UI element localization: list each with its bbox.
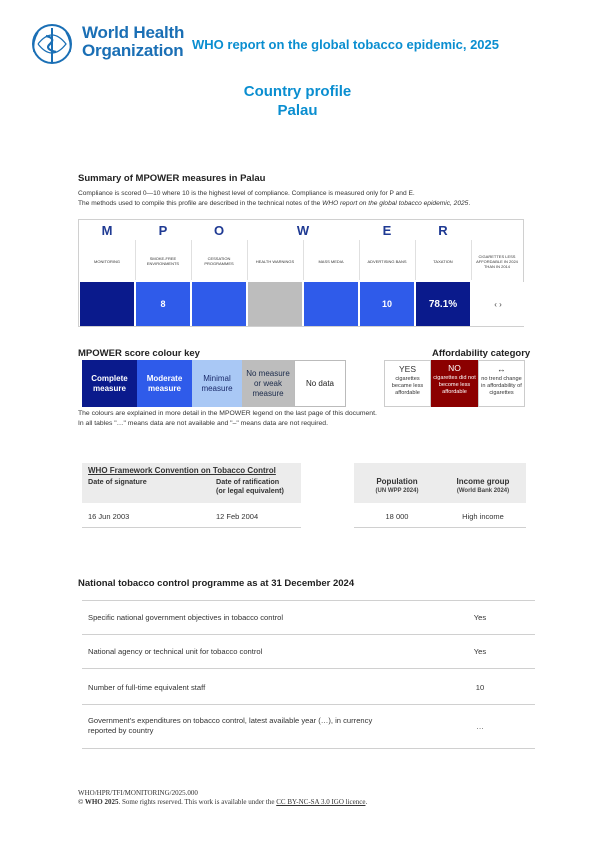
footer [78, 789, 367, 807]
income-value: High income [462, 512, 504, 521]
ntcp-row-label: National agency or technical unit for tobacco control [88, 647, 263, 656]
score-cessation [192, 282, 246, 326]
ntcp-row-value: 10 [475, 683, 485, 692]
who-emblem-icon [30, 22, 78, 66]
doc-id: WHO/HPR/TFI/MONITORING/2025.000 [78, 789, 198, 797]
fctc-title: WHO Framework Convention on Tobacco Control [88, 466, 276, 475]
afford-no-trend: ↔ no trend change in affordability of cigarettes [478, 360, 525, 407]
key-notes: The colours are explained in more detail in the MPOWER legend on the last page of this document. In all tables "…" means data are not available and "–" means data are not required. [78, 410, 377, 427]
afford-no: NO cigarettes did not become less affordable [431, 360, 478, 407]
fctc-rat-value: 12 Feb 2004 [216, 512, 259, 521]
col-label-advertising: ADVERTISING BANS [367, 258, 407, 264]
fctc-header [82, 463, 301, 503]
summary-notes: Compliance is scored 0—10 where 10 is the highest level of compliance. Compliance is measured only for P and E. The methods used to compile this profile are described in the technical notes of the WHO report on the global tobacco epidemic, 2025. [78, 190, 471, 207]
letter-p: P [158, 223, 168, 238]
income-sub: (World Bank 2024) [456, 488, 510, 494]
ntcp-row-value: … [476, 722, 484, 731]
col-label-mass-media: MASS MEDIA [318, 258, 344, 264]
fctc-sig-value: 16 Jun 2003 [88, 512, 130, 521]
col-label-affordability: CIGARETTES LESS AFFORDABLE IN 2024 THAN IN 2014 [476, 253, 518, 269]
col-label-monitoring: MONITORING [94, 258, 120, 264]
score-health-warnings [248, 282, 302, 326]
score-advertising: 10 [360, 282, 414, 326]
letter-w: W [296, 223, 310, 238]
population-sub: (UN WPP 2024) [375, 488, 419, 494]
license-link[interactable]: CC BY-NC-SA 3.0 IGO licence [276, 798, 366, 806]
ntcp-title: National tobacco control programme as at 31 December 2024 [78, 578, 355, 589]
fctc-sig-header: Date of signature [88, 477, 147, 486]
key-moderate-measure: Moderate measure [137, 360, 192, 407]
org-name: World Health Organization [82, 23, 185, 60]
mpower-table [78, 219, 524, 327]
letter-r: R [438, 223, 448, 238]
key-no-measure: No measure or weak measure [242, 360, 294, 407]
letter-e: E [382, 223, 392, 238]
afford-yes: YES cigarettes became less affordable [384, 360, 431, 407]
score-affordability: ‹ › [472, 282, 524, 326]
score-monitoring [80, 282, 134, 326]
col-label-health-warnings: HEALTH WARNINGS [255, 258, 295, 264]
pop-income-header [354, 463, 526, 503]
letter-m: M [101, 223, 113, 238]
population-value: 18 000 [385, 512, 409, 521]
col-label-cessation: CESSATION PROGRAMMES [204, 256, 234, 266]
score-taxation: 78.1% [416, 282, 470, 326]
col-label-smoke-free: SMOKE-FREE ENVIRONMENTS [146, 256, 180, 266]
score-mass-media [304, 282, 358, 326]
letter-o: O [213, 223, 225, 238]
ntcp-row-label: Specific national government objectives in tobacco control [88, 613, 284, 622]
summary-title: Summary of MPOWER measures in Palau [78, 173, 266, 184]
fctc-rat-header: Date of ratification (or legal equivalent) [216, 477, 284, 495]
ntcp-row-value: Yes [473, 647, 487, 656]
colour-key-title: MPOWER score colour key [78, 348, 200, 359]
report-title: WHO report on the global tobacco epidemic, 2025 [192, 37, 499, 52]
ntcp-row-value: Yes [473, 613, 487, 622]
key-no-data: No data [294, 360, 346, 407]
copyright: © WHO 2025. Some rights reserved. This work is available under the CC BY-NC-SA 3.0 IGO licence. [78, 798, 368, 806]
score-smoke-free: 8 [136, 282, 190, 326]
key-complete-measure: Complete measure [82, 360, 137, 407]
bidirectional-arrow-icon: ↔ [497, 364, 506, 374]
page-title: Country profile Palau [243, 83, 352, 119]
key-minimal-measure: Minimal measure [192, 360, 242, 407]
col-label-taxation: TAXATION [433, 258, 453, 264]
income-header: Income group [456, 477, 510, 486]
ntcp-row-label: Number of full-time equivalent staff [88, 683, 206, 692]
affordability-title: Affordability category [432, 348, 531, 359]
population-header: Population [376, 477, 418, 486]
ntcp-row-label: Government's expenditures on tobacco control, latest available year (…), in currency reported by country [88, 716, 373, 735]
